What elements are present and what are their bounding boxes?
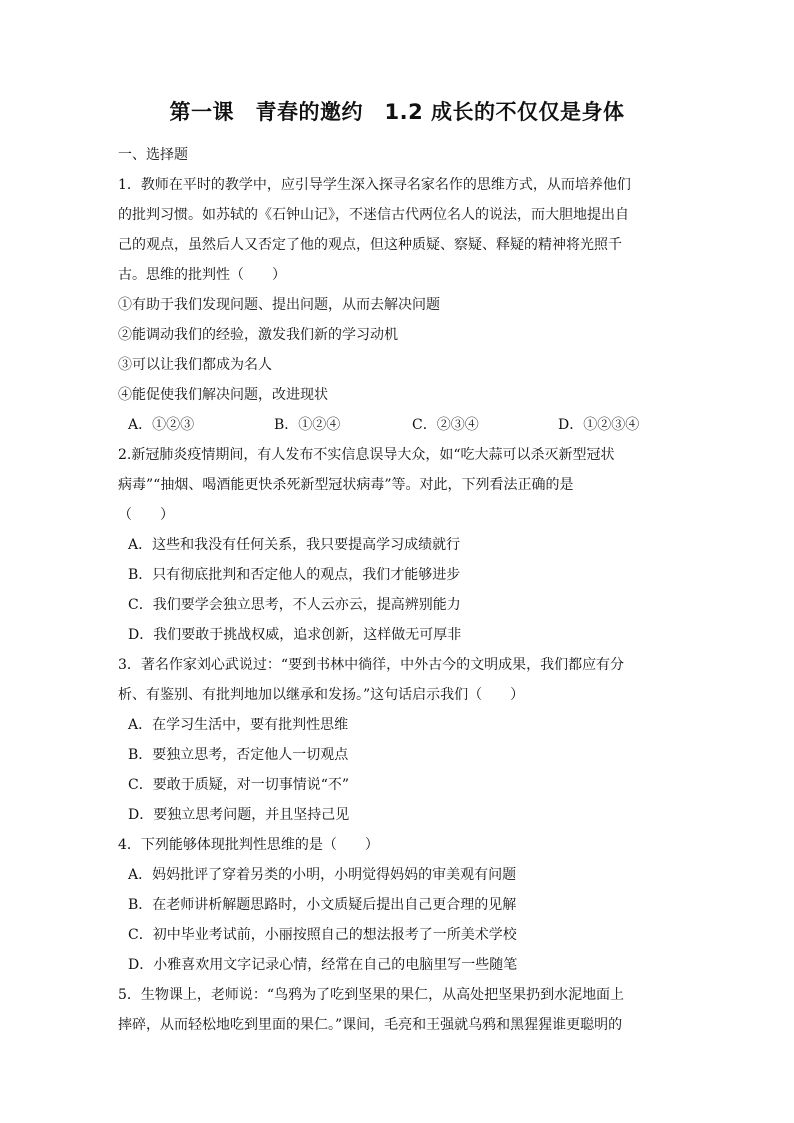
question-5-line: 摔碎，从而轻松地吃到里面的果仁。”课间，毛亮和王强就乌鸦和黑猩猩谁更聪明的 xyxy=(118,1017,623,1033)
option-b: B．要独立思考，否定他人一切观点 xyxy=(128,747,349,763)
option-d: D．我们要敢于挑战权威，追求创新，这样做无可厚非 xyxy=(128,627,462,643)
option-a: A．这些和我没有任何关系，我只要提高学习成绩就行 xyxy=(128,537,461,553)
option-d: D．要独立思考问题，并且坚持己见 xyxy=(128,807,350,823)
question-5-line: 5．生物课上，老师说：“鸟鸦为了吃到坚果的果仁，从高处把坚果扔到水泥地面上 xyxy=(118,987,625,1003)
question-2-line: 2.新冠肺炎疫情期间，有人发布不实信息误导大众，如“吃大蒜可以杀灭新型冠状 xyxy=(118,447,615,463)
statement-4: ④能促使我们解决问题，改进现状 xyxy=(118,387,328,403)
question-3 xyxy=(118,650,678,710)
option-b: B．只有彻底批判和否定他人的观点，我们才能够进步 xyxy=(128,567,461,583)
option-b: B．①②④ xyxy=(274,417,341,433)
question-1-line: 己的观点，虽然后人又否定了他的观点，但这种质疑、察疑、释疑的精神将光照千 xyxy=(118,237,622,253)
option-c: C．我们要学会独立思考，不人云亦云，提高辨别能力 xyxy=(128,597,461,613)
statement-3: ③可以让我们都成为名人 xyxy=(118,357,272,373)
statement-2: ②能调动我们的经验，激发我们新的学习动机 xyxy=(118,327,398,343)
question-1-line: 古。思维的批判性（ ） xyxy=(118,267,286,283)
question-4 xyxy=(118,830,678,860)
option-a: A．妈妈批评了穿着另类的小明，小明觉得妈妈的审美观有问题 xyxy=(128,867,517,883)
option-d: D．①②③④ xyxy=(558,417,640,433)
question-1-options xyxy=(118,410,678,440)
option-b: B．在老师讲析解题思路时，小文质疑后提出自己更合理的见解 xyxy=(128,897,517,913)
question-1 xyxy=(118,170,678,290)
document-body xyxy=(118,140,678,1040)
option-d: D．小雅喜欢用文字记录心情，经常在自己的电脑里写一些随笔 xyxy=(128,957,518,973)
question-1-line: 1．教师在平时的教学中，应引导学生深入探寻名家名作的思维方式，从而培养他们 xyxy=(118,177,631,193)
question-3-line: 析、有鉴别、有批判地加以继承和发扬。”这句话启示我们（ ） xyxy=(118,687,525,703)
option-a: A．在学习生活中，要有批判性思维 xyxy=(128,717,349,733)
option-c: C．初中毕业考试前，小丽按照自己的想法报考了一所美术学校 xyxy=(128,927,517,943)
page-title: 第一课 青春的邀约 1.2 成长的不仅仅是身体 xyxy=(169,100,625,124)
question-3-line: 3．著名作家刘心武说过：“要到书林中徜徉，中外古今的文明成果，我们都应有分 xyxy=(118,657,625,673)
option-c: C．②③④ xyxy=(412,417,479,433)
statement-1: ①有助于我们发现问题、提出问题，从而去解决问题 xyxy=(118,297,440,313)
option-c: C．要敢于质疑，对一切事情说“不” xyxy=(128,777,350,793)
question-2 xyxy=(118,440,678,530)
question-4-line: 4．下列能够体现批判性思维的是（ ） xyxy=(118,837,379,853)
question-5 xyxy=(118,980,678,1040)
section-heading: 一、选择题 xyxy=(118,147,188,163)
question-1-line: 的批判习惯。如苏轼的《石钟山记》，不迷信古代两位名人的说法，而大胆地提出自 xyxy=(118,207,629,223)
question-2-line: （ ） xyxy=(118,507,174,523)
question-2-line: 病毒”“抽烟、喝酒能更快杀死新型冠状病毒”等。对此，下列看法正确的是 xyxy=(118,477,574,493)
option-a: A．①②③ xyxy=(128,417,195,433)
